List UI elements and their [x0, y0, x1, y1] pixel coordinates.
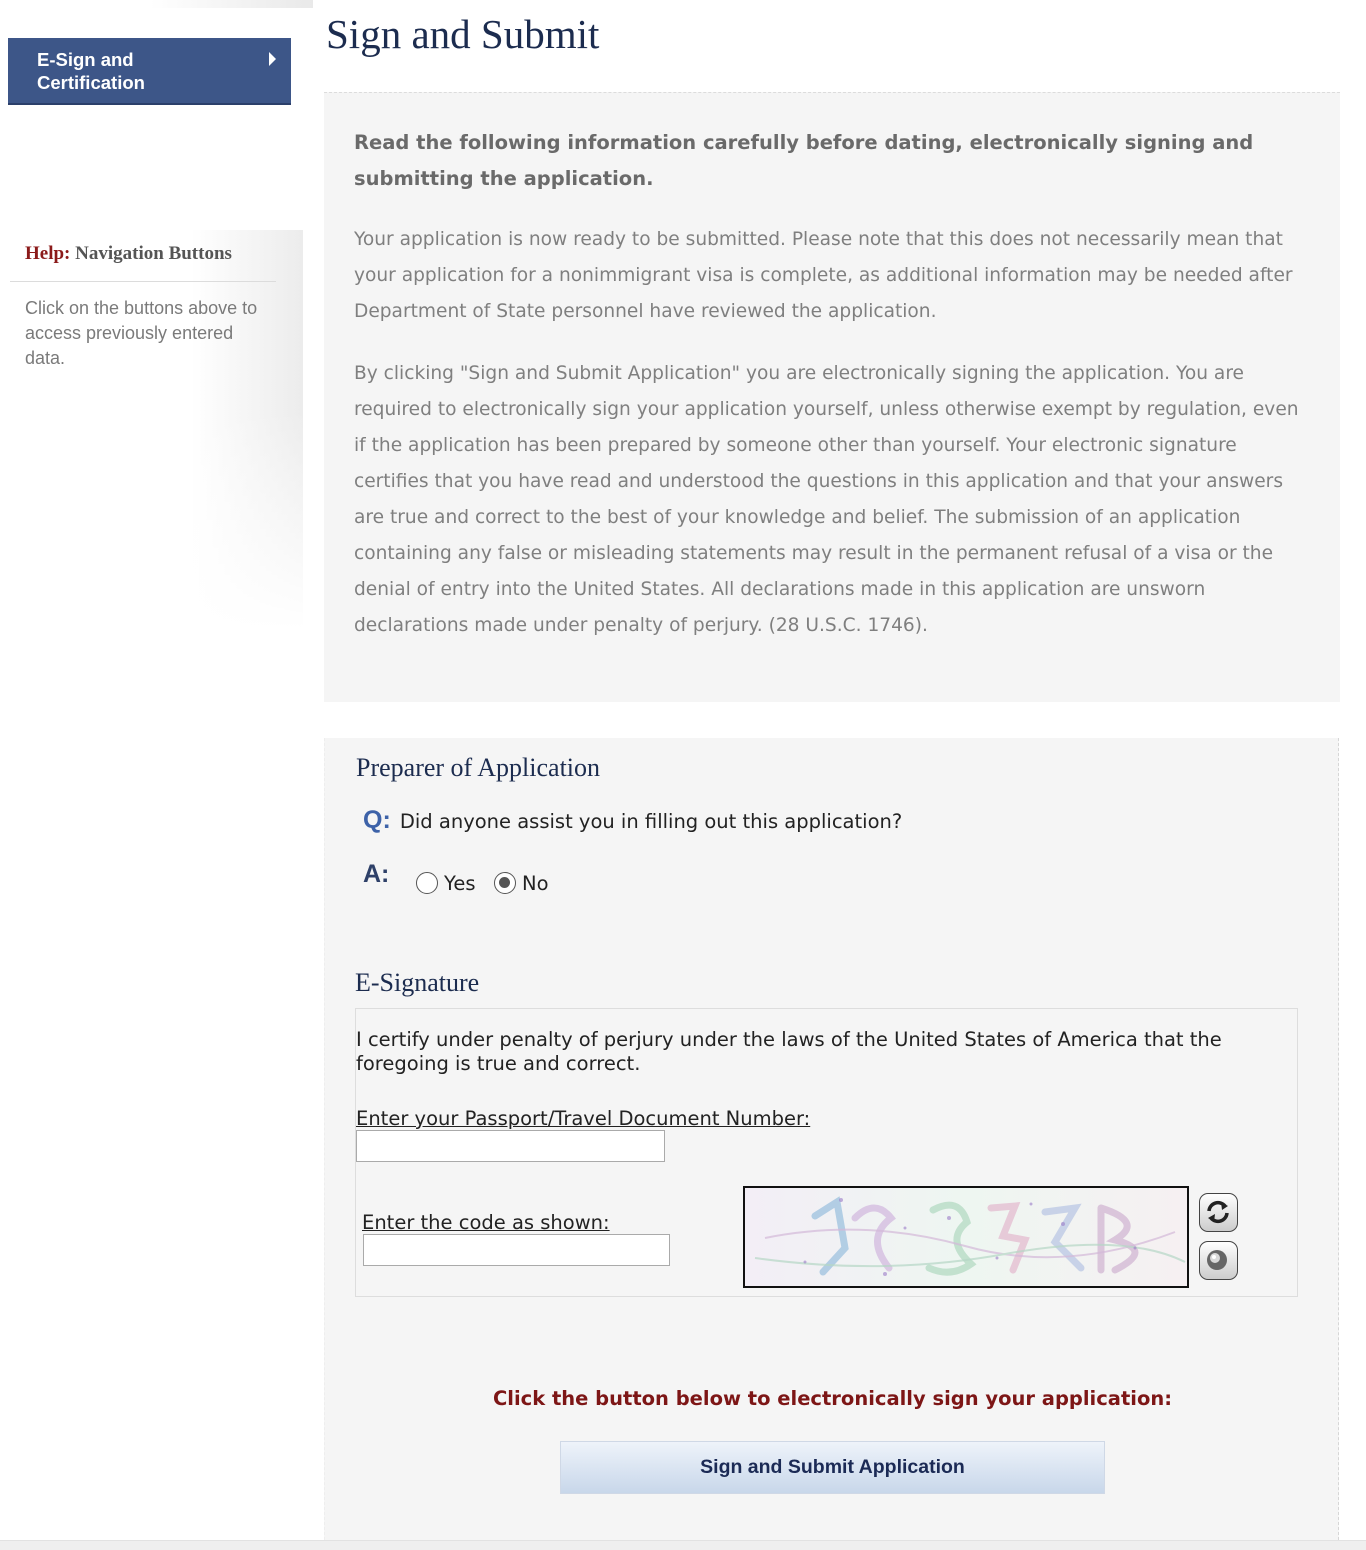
help-title-prefix: Help: [25, 243, 71, 264]
refresh-icon [1200, 1194, 1236, 1230]
help-text: Click on the buttons above to access previously entered data. [25, 298, 258, 368]
preparer-question [363, 806, 902, 835]
submit-instruction: Click the button below to electronically sign your application: [492, 1387, 1173, 1410]
radio-no-label[interactable]: No [522, 872, 549, 895]
question-text: Did anyone assist you in filling out this application? [399, 810, 903, 833]
captcha-refresh-button[interactable] [1199, 1193, 1238, 1232]
info-paragraph-signing: By clicking "Sign and Submit Application" you are electronically signing the application. You are required to electronically sign your application yourself, unless otherwise exempt by regulation, even if the application has been prepared by someone other than yourself. Your electronic signature certifies that you have read and understood the questions in this application and that your answers are true and correct to the best of your knowledge and belief. The submission of an application containing any false or misleading statements may result in the permanent refusal of a visa or the denial of entry into the United States. All declarations made in this application are unsworn declarations made under penalty of perjury. (28 U.S.C. 1746). [354, 363, 1299, 636]
help-title-text: Navigation Buttons [75, 243, 232, 264]
esignature-section-title: E-Signature [355, 968, 480, 997]
speaker-icon [1200, 1242, 1236, 1278]
help-title [25, 243, 232, 265]
radio-no[interactable] [494, 872, 516, 894]
question-label: Q: [363, 806, 391, 834]
passport-number-input[interactable] [356, 1130, 665, 1162]
nav-button-esign-certification[interactable] [8, 38, 291, 105]
radio-yes-label[interactable]: Yes [444, 872, 476, 895]
captcha-code-input[interactable] [363, 1234, 670, 1266]
info-bold-notice: Read the following information carefully before dating, electronically signing and submitting the application. [354, 131, 1254, 190]
signature-form [324, 738, 1339, 1550]
info-box [324, 92, 1340, 702]
sign-and-submit-button[interactable]: Sign and Submit Application [560, 1441, 1105, 1494]
help-panel-fade [8, 410, 303, 630]
chevron-right-icon [269, 52, 276, 66]
sidebar-top-bar [150, 0, 313, 8]
answer-label: A: [363, 860, 390, 888]
certification-box [355, 1008, 1298, 1297]
info-paragraph-ready: Your application is now ready to be submitted. Please note that this does not necessarily mean that your application for a nonimmigrant visa is complete, as additional information may be needed after Department of State personnel have reviewed the application. [354, 229, 1293, 322]
help-divider [10, 281, 276, 282]
help-panel [8, 230, 303, 630]
captcha-code-label: Enter the code as shown: [362, 1211, 610, 1234]
captcha-image [743, 1186, 1189, 1288]
preparer-section-title: Preparer of Application [356, 753, 601, 782]
page-title: Sign and Submit [326, 11, 600, 57]
passport-number-label: Enter your Passport/Travel Document Number: [356, 1107, 811, 1130]
nav-button-label: E-Sign and Certification [37, 49, 145, 93]
bottom-bar [0, 1540, 1366, 1550]
captcha-audio-button[interactable] [1199, 1241, 1238, 1280]
certification-text: I certify under penalty of perjury under the laws of the United States of America that the foregoing is true and correct. [356, 1028, 1222, 1075]
radio-yes[interactable] [416, 872, 438, 894]
